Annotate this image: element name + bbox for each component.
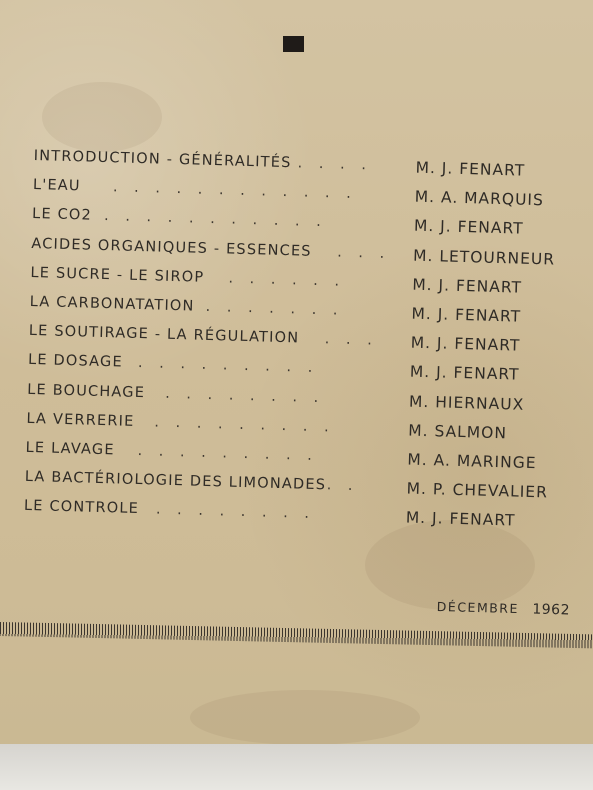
toc-title: LE SUCRE - LE SIROP	[30, 264, 205, 286]
toc-author: M. J. FENART	[411, 304, 522, 326]
toc-author: M. LETOURNEUR	[412, 246, 556, 269]
toc-title: ACIDES ORGANIQUES - ESSENCES	[31, 235, 312, 260]
toc-title: LE CONTROLE	[23, 498, 140, 518]
toc-title: LE SOUTIRAGE - LA RÉGULATION	[28, 323, 300, 347]
toc-author: M. J. FENART	[409, 362, 520, 384]
paper-stain	[42, 82, 162, 152]
toc-leader-dots: . . .	[336, 244, 391, 262]
toc-author: M. HIERNAUX	[408, 392, 525, 414]
table-of-contents	[23, 148, 573, 542]
toc-leader-dots: . . . . . . . . .	[154, 414, 335, 436]
toc-title: LA BACTÉRIOLOGIE DES LIMONADES	[24, 468, 327, 494]
toc-title: LE CO2	[31, 206, 93, 225]
toc-title: L'EAU	[32, 177, 81, 195]
page-bottom-shadow	[0, 744, 593, 790]
publication-date	[437, 599, 571, 618]
toc-leader-dots: . .	[326, 477, 359, 495]
toc-title: INTRODUCTION - GÉNÉRALITÉS	[33, 148, 292, 172]
toc-author: M. J. FENART	[413, 217, 524, 239]
toc-leader-dots: . . . . . . . .	[164, 385, 325, 406]
toc-author: M. J. FENART	[405, 508, 516, 530]
toc-author: M. J. FENART	[410, 333, 521, 355]
toc-leader-dots: . . . . . . . . .	[137, 355, 319, 377]
toc-leader-dots: . . . . . . . . . . .	[103, 208, 328, 231]
black-square-mark	[283, 36, 304, 52]
toc-author: M. SALMON	[408, 421, 508, 443]
toc-leader-dots: . . . . . . . .	[155, 501, 316, 523]
date-month: DÉCEMBRE	[436, 599, 520, 617]
toc-leader-dots: . . . . . .	[228, 270, 346, 290]
toc-title: LE DOSAGE	[27, 352, 124, 371]
toc-leader-dots: . . . . . . . . .	[137, 442, 319, 464]
toc-leader-dots: . . .	[324, 331, 379, 349]
toc-author: M. P. CHEVALIER	[406, 479, 549, 502]
toc-title: LE BOUCHAGE	[27, 381, 146, 401]
paper-stain	[190, 690, 420, 745]
toc-title: LA VERRERIE	[26, 410, 135, 430]
toc-author: M. A. MARINGE	[407, 450, 537, 473]
barcode-rule	[0, 622, 593, 648]
toc-leader-dots: . . . . . . .	[205, 298, 344, 319]
date-year: 1962	[532, 601, 571, 619]
toc-leader-dots: . . . . . . . . . . . .	[112, 179, 358, 203]
toc-title: LA CARBONATATION	[29, 293, 195, 315]
toc-author: M. J. FENART	[415, 158, 526, 180]
toc-author: M. J. FENART	[412, 275, 523, 297]
toc-author: M. A. MARQUIS	[414, 187, 545, 210]
toc-title: LE LAVAGE	[25, 439, 115, 459]
toc-leader-dots: . . . .	[297, 155, 373, 174]
